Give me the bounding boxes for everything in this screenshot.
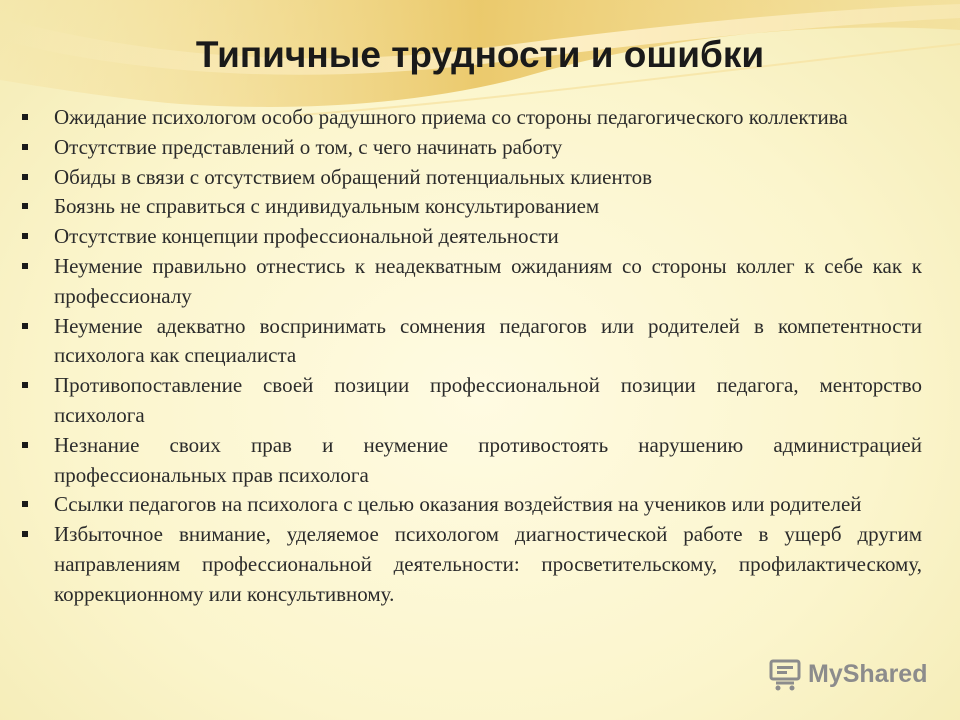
list-item	[18, 520, 922, 609]
page-title: Типичные трудности и ошибки	[195, 34, 765, 75]
list-item-text: Противопоставление своей позиции профессиональной позиции педагога, менторство психолога	[54, 373, 922, 427]
list-item	[18, 133, 922, 163]
list-item	[18, 163, 922, 193]
list-item	[18, 371, 922, 431]
list-item-text: Неумение адекватно воспринимать сомнения педагогов или родителей в компетентности психолога как специалиста	[54, 313, 922, 368]
list-item-text: Незнание своих прав и неумение противостоять нарушению администрацией профессиональных прав психолога	[54, 432, 922, 487]
bullet-marker	[22, 144, 28, 150]
bullet-marker	[22, 382, 28, 388]
bullet-marker	[22, 501, 28, 507]
list-item-text: Ожидание психологом особо радушного приема со стороны педагогического коллектива	[54, 105, 848, 129]
bullet-marker	[22, 114, 28, 120]
list-item	[18, 103, 922, 133]
watermark-logo	[768, 656, 927, 692]
bullet-marker	[22, 233, 28, 239]
bullet-marker	[22, 203, 28, 209]
bullet-marker	[22, 323, 28, 329]
list-item	[18, 192, 922, 222]
list-item	[18, 431, 922, 491]
list-item	[18, 490, 922, 520]
presentation-board-icon	[768, 657, 802, 691]
list-item	[18, 222, 922, 252]
bullet-marker	[22, 531, 28, 537]
list-item-text: Избыточное внимание, уделяемое психологом диагностической работе в ущерб другим направлениям профессиональной деятельности: просветительскому, профилактическому, коррекционному или консультивному.	[54, 522, 922, 606]
list-item-text: Обиды в связи с отсутствием обращений потенциальных клиентов	[54, 164, 653, 189]
list-item-text: Ссылки педагогов на психолога с целью оказания воздействия на учеников или родителей	[54, 492, 862, 517]
list-item	[18, 252, 922, 312]
difficulties-list	[18, 103, 922, 610]
bullet-marker	[22, 263, 28, 269]
list-item	[18, 312, 922, 372]
watermark-text: MyShared	[808, 659, 928, 688]
bullet-marker	[22, 442, 28, 448]
bullet-marker	[22, 174, 28, 180]
list-item-text: Боязнь не справиться с индивидуальным консультированием	[54, 194, 600, 219]
list-item-text: Отсутствие представлений о том, с чего начинать работу	[54, 134, 563, 159]
list-item-text: Неумение правильно отнестись к неадекватным ожиданиям со стороны коллег к себе как к профессионалу	[54, 253, 922, 308]
list-item-text: Отсутствие концепции профессиональной деятельности	[54, 224, 559, 249]
